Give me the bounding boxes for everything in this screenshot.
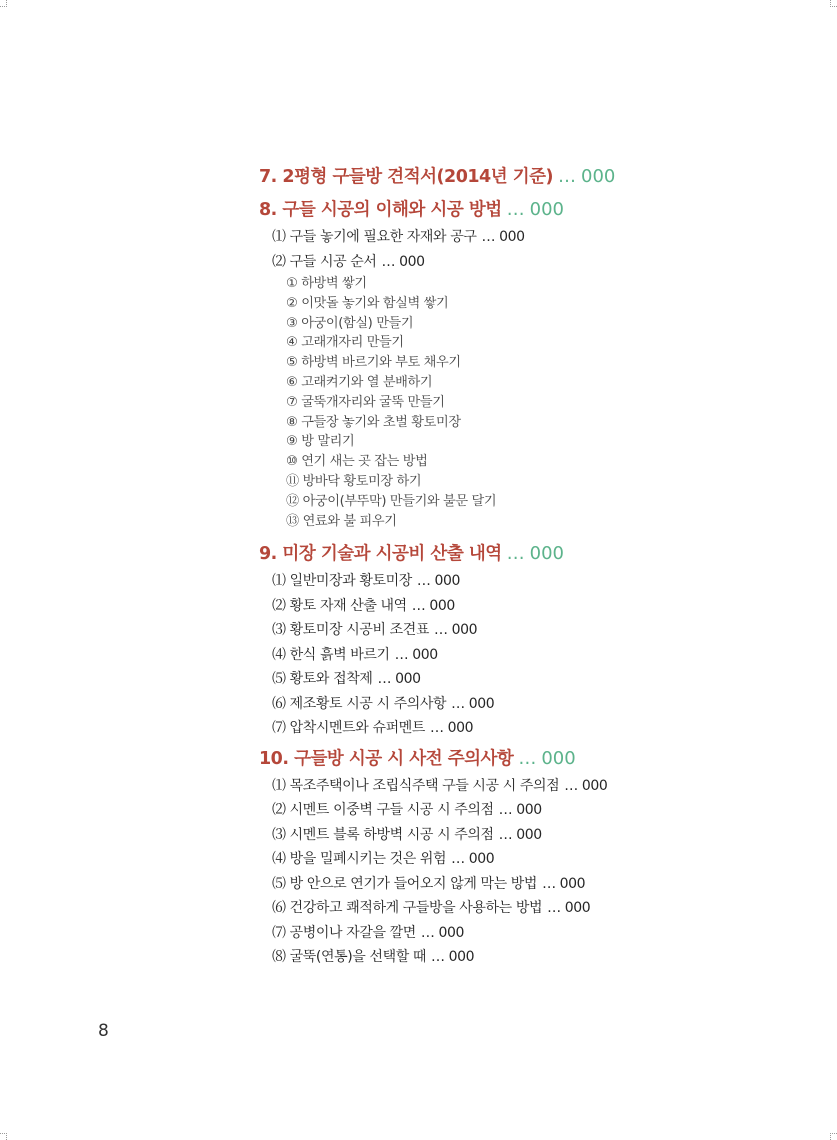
subitem-label: ⑷ 방을 밀폐시키는 것은 위험 xyxy=(272,851,447,868)
subitem-label: ⑴ 목조주택이나 조립식주택 구들 시공 시 주의점 xyxy=(272,777,560,794)
leader-dots: … xyxy=(498,802,513,819)
leader-dots: … xyxy=(481,229,496,245)
section-page-ref: 000 xyxy=(581,166,616,187)
leader-dots: … xyxy=(451,851,465,868)
leader-dots: … xyxy=(451,695,465,712)
toc-subitem xyxy=(259,823,819,848)
subitem-label: ⑻ 굴뚝(연통)을 선택할 때 xyxy=(272,949,426,966)
toc-step: ⑪ 방바닥 황토미장 하기 xyxy=(286,473,422,489)
subitem-page-ref: 000 xyxy=(581,777,608,794)
leader-dots: … xyxy=(498,826,513,843)
toc-section-9 xyxy=(259,539,819,569)
leader-dots: … xyxy=(558,166,577,187)
subitem-label: ⑹ 건강하고 쾌적하게 구들방을 사용하는 방법 xyxy=(272,900,543,917)
toc-step: ③ 아궁이(함실) 만들기 xyxy=(286,315,414,331)
toc-step: ⑥ 고래켜기와 열 분배하기 xyxy=(286,374,433,390)
toc-subitem xyxy=(259,643,819,668)
subitem-page-ref: 000 xyxy=(447,720,474,737)
toc-subitem xyxy=(259,594,819,619)
toc-subitem xyxy=(259,847,819,872)
subitem-label: ⑵ 구들 시공 순서 xyxy=(272,253,377,270)
subitem-label: ⑸ 방 안으로 연기가 들어오지 않게 막는 방법 xyxy=(272,875,538,892)
section-page-ref: 000 xyxy=(541,747,576,769)
section-page-ref: 000 xyxy=(529,543,565,565)
toc-subitem xyxy=(259,225,819,250)
section-title: 9. 미장 기술과 시공비 산출 내역 xyxy=(259,544,502,565)
toc-section-8 xyxy=(259,195,819,225)
toc-step: ④ 고래개자리 만들기 xyxy=(286,335,404,351)
section-title: 10. 구들방 시공 시 사전 주의사항 xyxy=(259,748,514,769)
toc-subitem xyxy=(259,618,819,643)
leader-dots: … xyxy=(542,875,556,892)
subitem-page-ref: 000 xyxy=(448,949,475,966)
toc-step: ⑧ 구들장 놓기와 초벌 황토미장 xyxy=(286,414,461,430)
toc-subitem xyxy=(259,569,819,594)
leader-dots: … xyxy=(431,949,445,966)
leader-dots: … xyxy=(429,720,444,737)
toc-step: ② 이맛돌 놓기와 함실벽 쌓기 xyxy=(286,295,449,311)
leader-dots: … xyxy=(420,924,435,941)
leader-dots: … xyxy=(377,671,392,688)
toc-subitem xyxy=(259,667,819,692)
crop-mark-bottom-left xyxy=(0,1133,7,1140)
toc-subitem xyxy=(259,798,819,823)
subitem-page-ref: 000 xyxy=(451,622,478,639)
subitem-page-ref: 000 xyxy=(564,900,591,917)
subitem-label: ⑵ 시멘트 이중벽 구들 시공 시 주의점 xyxy=(272,802,494,819)
crop-mark-bottom-right xyxy=(830,1133,837,1140)
subitem-page-ref: 000 xyxy=(516,802,542,819)
toc-subitem xyxy=(259,945,819,970)
toc-subitem xyxy=(259,692,819,717)
toc-step: ⑫ 아궁이(부뚜막) 만들기와 불문 달기 xyxy=(286,493,497,509)
toc-step: ⑦ 굴뚝개자리와 굴뚝 만들기 xyxy=(286,394,445,410)
section-title: 8. 구들 시공의 이해와 시공 방법 xyxy=(259,200,502,220)
toc-step: ⑬ 연료와 불 피우기 xyxy=(286,513,397,529)
toc-subitem xyxy=(259,896,819,921)
subitem-label: ⑺ 공병이나 자갈을 깔면 xyxy=(272,924,416,941)
leader-dots: … xyxy=(411,597,426,614)
leader-dots: … xyxy=(506,543,525,565)
toc-subitem xyxy=(259,250,819,275)
toc-step: ⑩ 연기 새는 곳 잡는 방법 xyxy=(286,454,428,470)
leader-dots: … xyxy=(416,573,431,590)
toc-subitem xyxy=(259,872,819,897)
subitem-page-ref: 000 xyxy=(399,253,425,270)
toc-step: ⑨ 방 말리기 xyxy=(286,434,355,450)
subitem-page-ref: 000 xyxy=(434,573,460,590)
toc-section-10 xyxy=(259,744,819,774)
subitem-label: ⑶ 황토미장 시공비 조견표 xyxy=(272,622,429,639)
crop-mark-top-right xyxy=(830,0,837,7)
toc-step: ⑤ 하방벽 바르기와 부토 채우기 xyxy=(286,355,461,371)
subitem-label: ⑸ 황토와 접착제 xyxy=(272,671,373,688)
table-of-contents xyxy=(259,162,819,970)
toc-subitem xyxy=(259,774,819,799)
toc-subitem xyxy=(259,716,819,741)
subitem-page-ref: 000 xyxy=(516,826,542,843)
subitem-label: ⑹ 제조황토 시공 시 주의사항 xyxy=(272,695,447,712)
leader-dots: … xyxy=(518,747,537,769)
subitem-label: ⑴ 구들 놓기에 필요한 자재와 공구 xyxy=(272,229,477,245)
leader-dots: … xyxy=(434,622,448,639)
subitem-label: ⑶ 시멘트 블록 하방벽 시공 시 주의점 xyxy=(272,826,494,843)
leader-dots: … xyxy=(381,253,396,270)
section-page-ref: 000 xyxy=(529,199,565,220)
subitem-page-ref: 000 xyxy=(499,229,525,245)
crop-mark-top-left xyxy=(0,0,7,7)
subitem-label: ⑵ 황토 자재 산출 내역 xyxy=(272,597,407,614)
subitem-page-ref: 000 xyxy=(468,695,495,712)
subitem-page-ref: 000 xyxy=(412,646,438,663)
leader-dots: … xyxy=(564,777,578,794)
toc-section-7 xyxy=(259,162,819,192)
subitem-page-ref: 000 xyxy=(429,597,455,614)
toc-subitem xyxy=(259,921,819,946)
subitem-label: ⑴ 일반미장과 황토미장 xyxy=(272,573,412,590)
subitem-page-ref: 000 xyxy=(559,875,586,892)
toc-step: ① 하방벽 쌓기 xyxy=(286,276,367,291)
leader-dots: … xyxy=(394,646,409,663)
subitem-page-ref: 000 xyxy=(395,671,421,688)
subitem-label: ⑺ 압착시멘트와 슈퍼멘트 xyxy=(272,720,425,737)
subitem-page-ref: 000 xyxy=(438,924,465,941)
subitem-page-ref: 000 xyxy=(468,851,495,868)
leader-dots: … xyxy=(506,199,525,220)
leader-dots: … xyxy=(547,900,561,917)
subitem-label: ⑷ 한식 흙벽 바르기 xyxy=(272,646,390,663)
section-title: 7. 2평형 구들방 견적서(2014년 기준) xyxy=(259,167,554,187)
page-number: 8 xyxy=(98,1021,109,1041)
